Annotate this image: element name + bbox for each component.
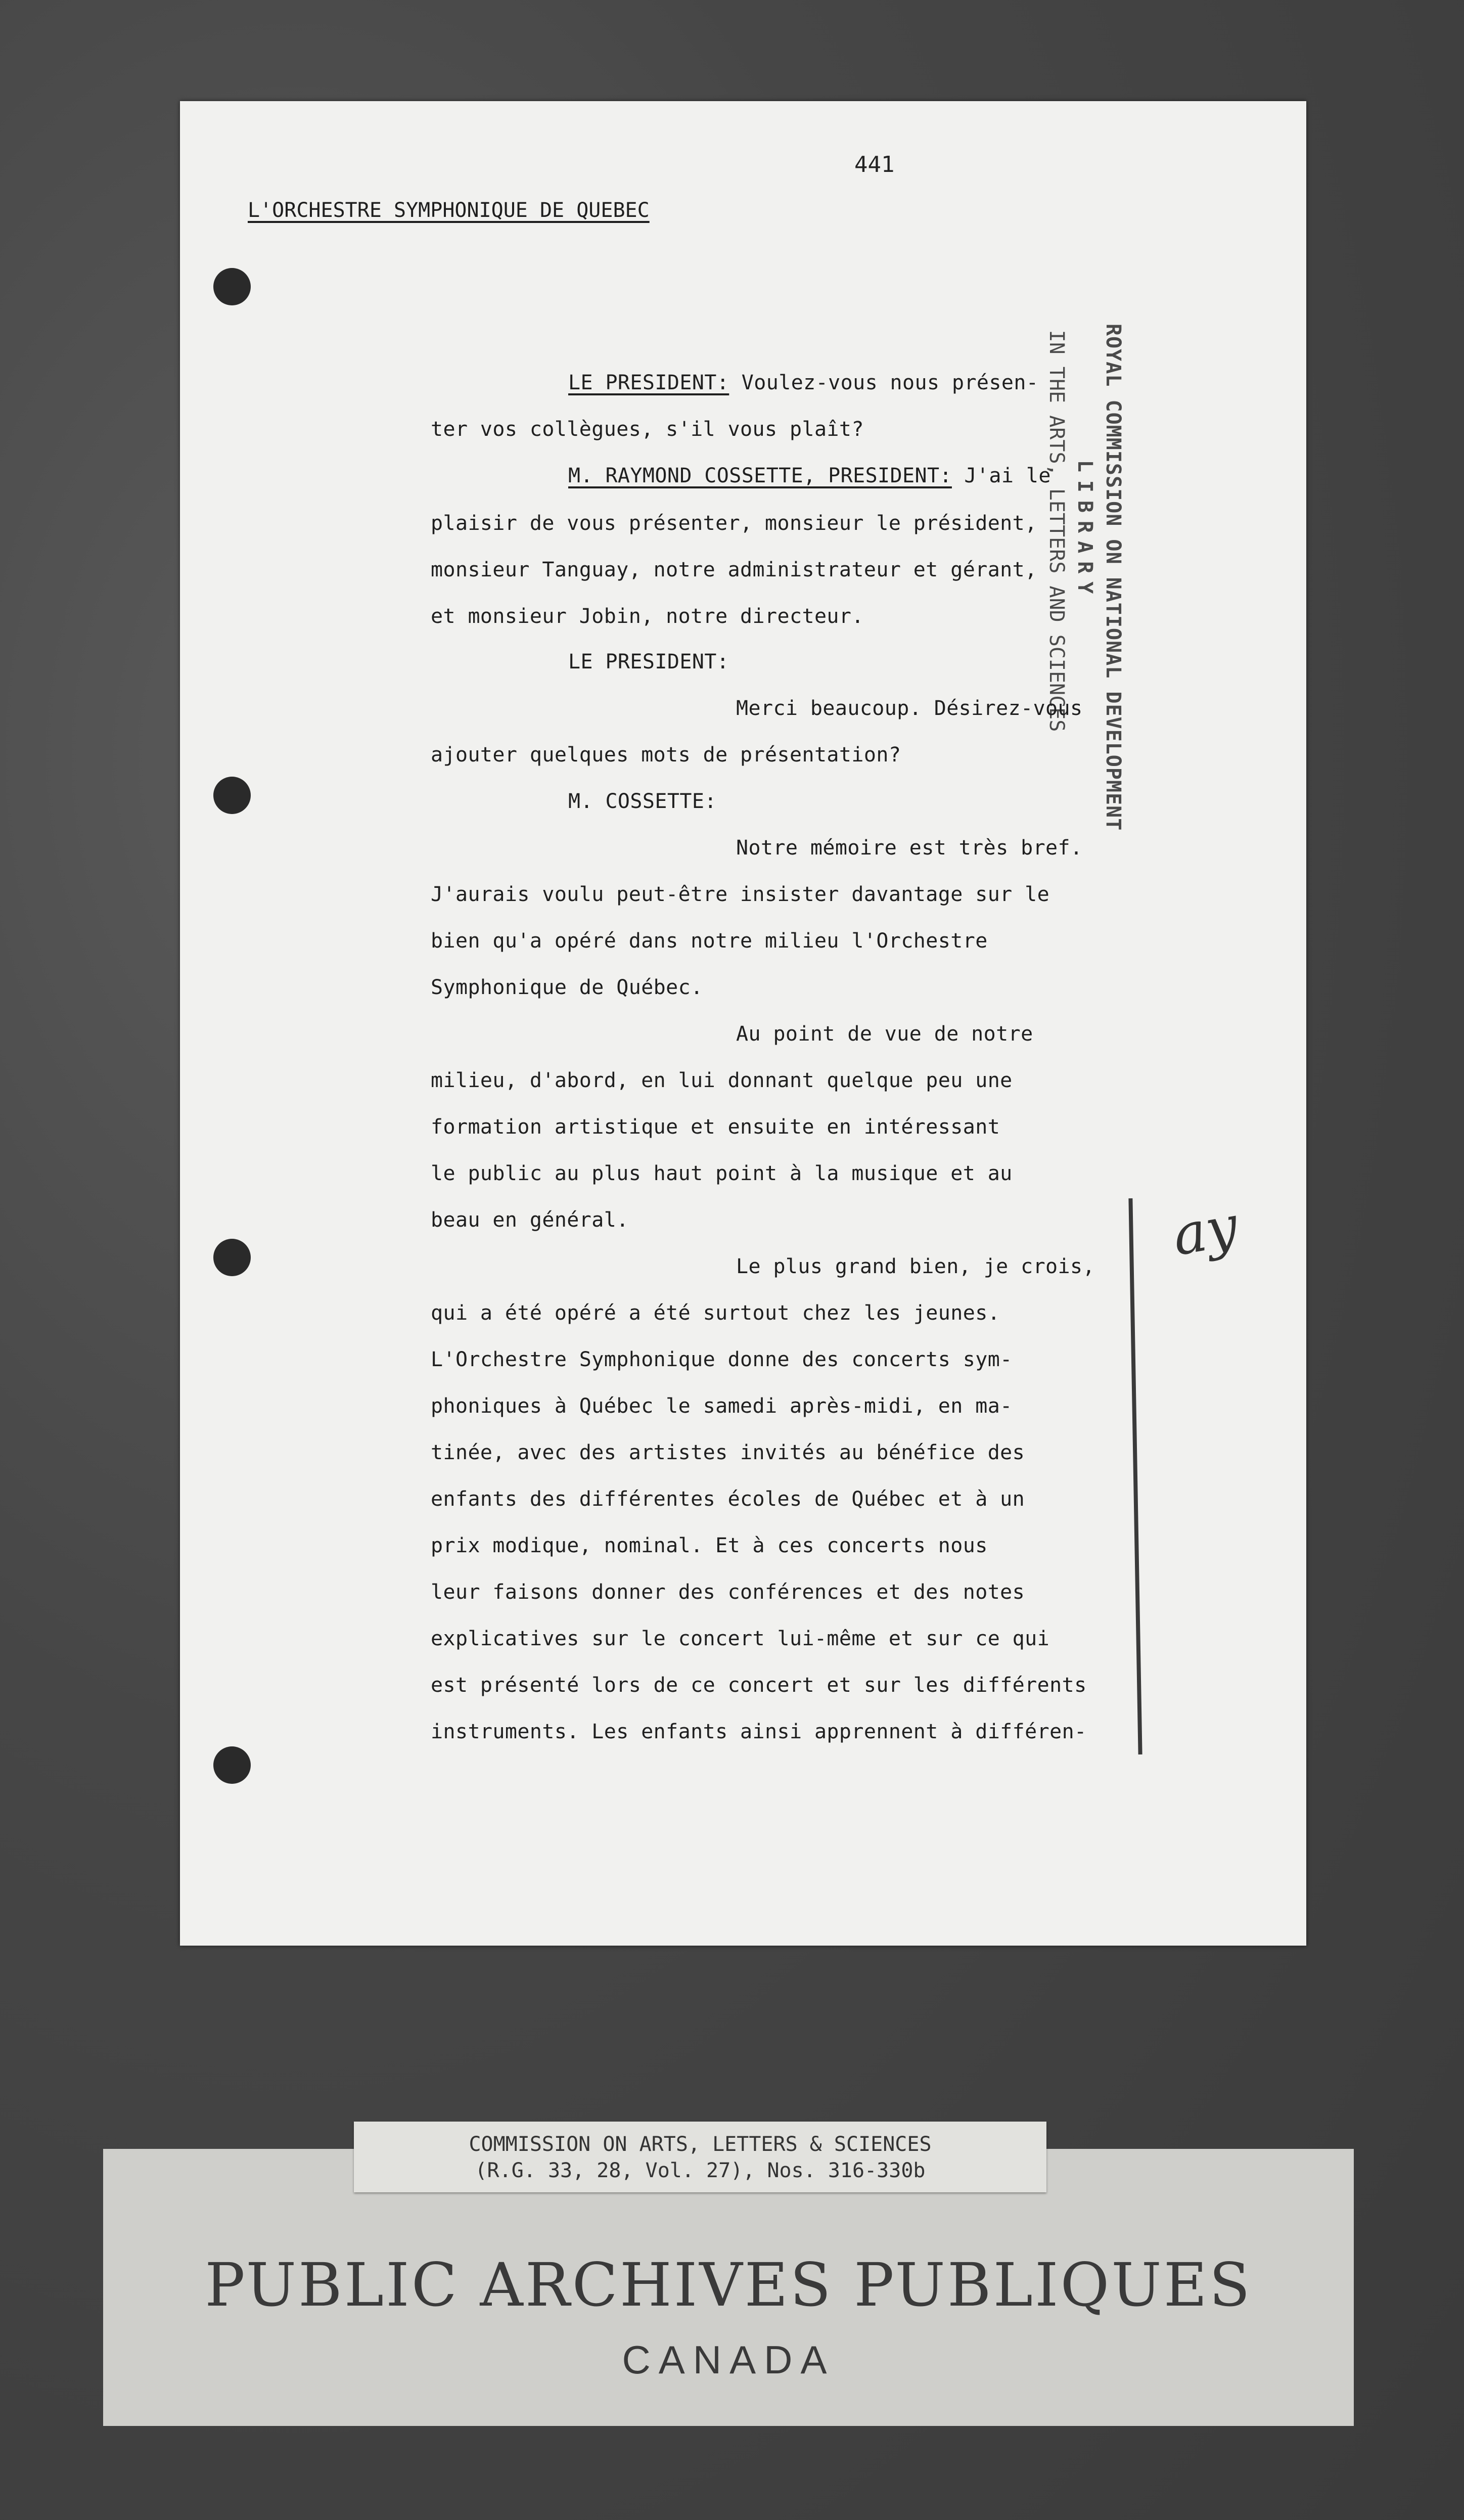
text-line: enfants des différentes écoles de Québec et à un: [431, 1488, 1025, 1511]
text-line: Le plus grand bien, je crois,: [736, 1255, 1095, 1278]
text-line: Au point de vue de notre: [736, 1022, 1033, 1046]
text-line: phoniques à Québec le samedi après-midi, en ma-: [431, 1394, 1013, 1418]
text-line: instruments. Les enfants ainsi apprennent à différen-: [431, 1720, 1087, 1743]
punch-hole: [213, 268, 251, 305]
text-line: tinée, avec des artistes invités au bénéfice des: [431, 1441, 1025, 1464]
text-line: Symphonique de Québec.: [431, 976, 703, 999]
punch-hole: [213, 1746, 251, 1784]
page-number: 441: [854, 152, 895, 177]
speaker-label: LE PRESIDENT:: [568, 650, 729, 673]
text-line: monsieur Tanguay, notre administrateur et gérant,: [431, 558, 1037, 581]
stamp-line-3: IN THE ARTS, LETTERS AND SCIENCES: [1045, 330, 1068, 732]
punch-hole: [213, 1239, 251, 1276]
stamp-line-1: ROYAL COMMISSION ON NATIONAL DEVELOPMENT: [1102, 324, 1125, 831]
text-line: explicatives sur le concert lui-même et sur ce qui: [431, 1627, 1050, 1650]
text-line: formation artistique et ensuite en intéressant: [431, 1115, 1000, 1139]
text-line: J'aurais voulu peut-être insister davantage sur le: [431, 883, 1050, 906]
text-line: Merci beaucoup. Désirez-vous: [736, 697, 1083, 720]
text-line: et monsieur Jobin, notre directeur.: [431, 605, 864, 628]
text-line: le public au plus haut point à la musique et au: [431, 1162, 1013, 1185]
speaker-label: M. RAYMOND COSSETTE, PRESIDENT:: [568, 464, 952, 487]
speaker-label: M. COSSETTE:: [568, 790, 717, 813]
text-line: ter vos collègues, s'il vous plaît?: [431, 418, 864, 441]
text-line: M. RAYMOND COSSETTE, PRESIDENT: J'ai le: [568, 464, 1051, 487]
text-line: est présenté lors de ce concert et sur les différents: [431, 1674, 1087, 1697]
punch-hole: [213, 777, 251, 814]
text-line: prix modique, nominal. Et à ces concerts nous: [431, 1534, 988, 1557]
text-line: LE PRESIDENT: Voulez-vous nous présen-: [568, 371, 1039, 394]
archive-label-line-2: (R.G. 33, 28, Vol. 27), Nos. 316-330b: [475, 2159, 926, 2182]
stamp-line-2: LIBRARY: [1073, 460, 1096, 602]
handwritten-margin-note: ay: [1167, 1193, 1243, 1269]
text-line: beau en général.: [431, 1208, 629, 1232]
library-stamp: [1042, 324, 1127, 831]
archive-title: PUBLIC ARCHIVES PUBLIQUES: [205, 2250, 1252, 2320]
text-line: qui a été opéré a été surtout chez les jeunes.: [431, 1301, 1000, 1325]
text-line: Notre mémoire est très bref.: [736, 836, 1083, 860]
archive-label-line-1: COMMISSION ON ARTS, LETTERS & SCIENCES: [469, 2133, 932, 2156]
text-line: leur faisons donner des conférences et des notes: [431, 1581, 1025, 1604]
text-line: plaisir de vous présenter, monsieur le président,: [431, 512, 1037, 535]
archive-country: CANADA: [622, 2337, 835, 2382]
speaker-label: LE PRESIDENT:: [568, 371, 729, 394]
text-line: milieu, d'abord, en lui donnant quelque peu une: [431, 1069, 1013, 1092]
text-line: L'Orchestre Symphonique donne des concerts sym-: [431, 1348, 1013, 1371]
text-line: bien qu'a opéré dans notre milieu l'Orchestre: [431, 929, 988, 953]
text-line: ajouter quelques mots de présentation?: [431, 743, 901, 767]
archive-label: [354, 2122, 1046, 2192]
document-title: L'ORCHESTRE SYMPHONIQUE DE QUEBEC: [248, 199, 650, 222]
